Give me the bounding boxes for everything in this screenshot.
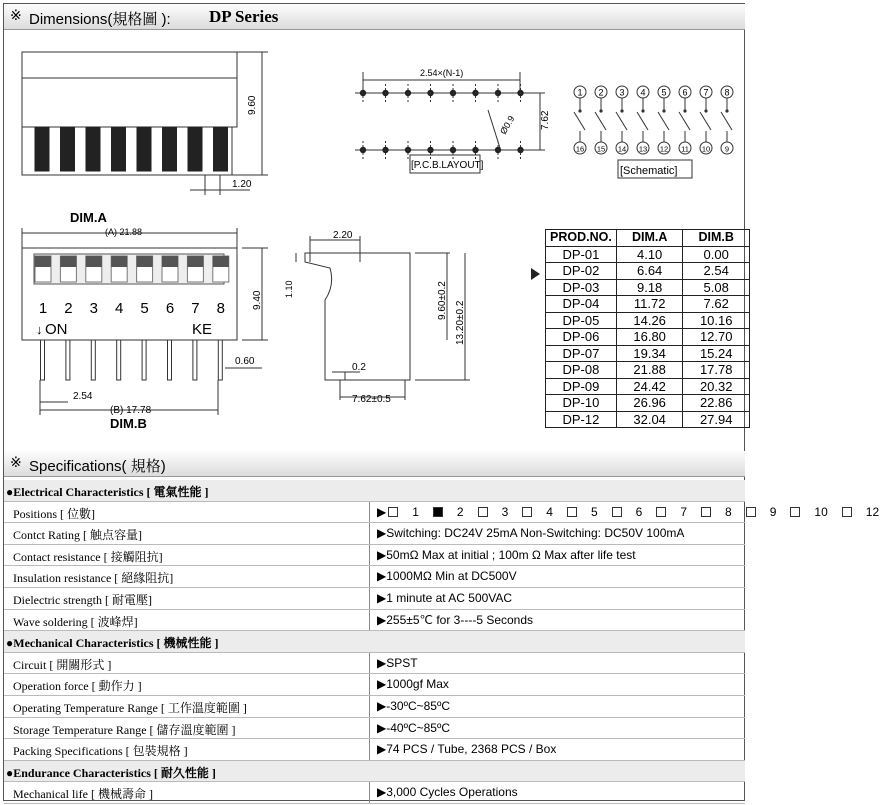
pcb-pitch-label: 2.54×(N-1): [420, 68, 464, 78]
table-cell: 15.24: [683, 345, 750, 362]
schematic-number-bottom: 16: [575, 144, 585, 154]
spec-label: Mechanical life [ 機械壽命 ]: [13, 787, 153, 802]
table-cell: 22.86: [683, 395, 750, 412]
schematic-number-bottom: 13: [638, 144, 648, 154]
pin: [117, 340, 121, 380]
positions-options: ▶ 1 2 3 4 5 6 7 8 9 10 12: [377, 504, 880, 519]
checkbox-icon: [478, 507, 488, 517]
specifications-title: Specifications( 規格): [29, 458, 166, 475]
schematic-switch: [658, 112, 669, 130]
spec-row: [4, 545, 745, 567]
pin-width-label: 0.60: [235, 356, 255, 367]
position-option: 7: [656, 505, 687, 519]
spec-label: Storage Temperature Range [ 儲存溫度範圍 ]: [13, 722, 236, 737]
position-option: 1: [388, 505, 419, 519]
table-cell: DP-01: [546, 246, 617, 263]
selected-row-arrow: [531, 268, 540, 280]
table-cell: 12.70: [683, 329, 750, 346]
table-cell: DP-06: [546, 329, 617, 346]
schematic-switch: [616, 112, 627, 130]
pitch-label: 2.54: [73, 391, 93, 402]
spec-value: ▶255±5℃ for 3----5 Seconds: [377, 612, 534, 627]
table-row: [546, 411, 750, 428]
dimensions-title: Dimensions(規格圖 ):: [29, 11, 171, 28]
checkbox-icon: [746, 507, 756, 517]
table-cell: 16.80: [616, 329, 683, 346]
spec-value: ▶1000MΩ Min at DC500V: [377, 569, 517, 584]
pcb-row-label: 7.62: [540, 110, 551, 130]
spec-label: Contct Rating [ 触点容量]: [13, 528, 142, 543]
spec-label: Operation force [ 動作力 ]: [13, 679, 142, 694]
spec-value: ▶SPST: [377, 655, 418, 670]
on-label: ON: [45, 321, 68, 338]
dim-b-label: (B) 17.78: [110, 405, 152, 416]
specifications-header: [4, 451, 745, 477]
table-cell: 7.62: [683, 296, 750, 313]
checkbox-icon: [701, 507, 711, 517]
switch-actuator: [86, 256, 102, 267]
spec-label: Insulation resistance [ 絕緣阻抗]: [13, 571, 174, 586]
pcb-holes: [360, 84, 524, 159]
side-small-label: 1.10: [284, 280, 294, 298]
spec-value: ▶1000gf Max: [377, 677, 449, 692]
spec-label: Circuit [ 開關形式 ]: [13, 657, 112, 672]
spec-row: [4, 566, 745, 588]
pin: [142, 340, 146, 380]
checkbox-icon: [388, 507, 398, 517]
actuator-bar: [86, 127, 100, 171]
spec-row: [4, 588, 745, 610]
spec-value: ▶50mΩ Max at initial ; 100m Ω Max after life test: [377, 547, 636, 562]
table-cell: 19.34: [616, 345, 683, 362]
pin: [91, 340, 95, 380]
front-pins: [41, 340, 223, 380]
position-option: 8: [701, 505, 732, 519]
pin: [41, 340, 45, 380]
spec-section-header: [4, 480, 745, 502]
side-top-label: 2.20: [333, 230, 353, 241]
spec-section-header: [4, 761, 745, 783]
schematic-number-bottom: 10: [701, 144, 711, 154]
dim-a-title: DIM.A: [70, 210, 107, 225]
table-cell: DP-10: [546, 395, 617, 412]
table-cell: 2.54: [683, 263, 750, 280]
schematic-number-top: 6: [682, 87, 688, 98]
position-number: 1: [38, 300, 48, 317]
schematic-number-bottom: 15: [596, 144, 606, 154]
position-option: 4: [522, 505, 553, 519]
table-row: [546, 263, 750, 280]
position-option: 9: [746, 505, 777, 519]
spec-section-header: [4, 631, 745, 653]
table-cell: 10.16: [683, 312, 750, 329]
table-header-cell: PROD.NO.: [546, 230, 617, 247]
dim-a-label: (A) 21.88: [105, 227, 143, 237]
spec-value: ▶3,000 Cycles Operations: [377, 785, 518, 800]
table-cell: 21.88: [616, 362, 683, 379]
checkbox-icon: [842, 507, 852, 517]
dim-b-title: DIM.B: [110, 416, 147, 431]
schematic-switch: [700, 112, 711, 130]
actuator-bar: [61, 127, 75, 171]
checkbox-icon: [612, 507, 622, 517]
spec-value: ▶74 PCS / Tube, 2368 PCS / Box: [377, 742, 557, 757]
schematic-number-bottom: 14: [617, 144, 627, 154]
checkbox-icon: [522, 507, 532, 517]
pcb-layout: [355, 72, 545, 173]
table-cell: DP-05: [546, 312, 617, 329]
reference-mark: ※: [10, 455, 22, 471]
spec-row: [4, 782, 745, 804]
spec-value: ▶-30ºC~85ºC: [377, 698, 451, 713]
spec-row: [4, 696, 745, 718]
front-height-label: 9.40: [252, 290, 263, 310]
specifications-table: [4, 480, 880, 804]
position-number: 3: [89, 300, 98, 317]
brand-label: KE: [192, 321, 213, 338]
schematic-switch: [721, 112, 732, 130]
table-header-cell: DIM.A: [616, 230, 683, 247]
spec-row: [4, 610, 745, 632]
table-row: [546, 279, 750, 296]
spec-label: Wave soldering [ 波峰焊]: [13, 614, 138, 629]
position-option: 12: [842, 505, 879, 519]
schematic-switch: [574, 112, 585, 130]
table-cell: 5.08: [683, 279, 750, 296]
table-cell: 4.10: [616, 246, 683, 263]
table-row: [546, 296, 750, 313]
table-cell: DP-09: [546, 378, 617, 395]
schematic-number-top: 2: [598, 87, 604, 98]
side-height-label-1: 9.60±0.2: [437, 281, 448, 320]
spec-row: [4, 718, 745, 740]
actuator-bar: [35, 127, 49, 171]
table-cell: 0.00: [683, 246, 750, 263]
spec-row: [4, 674, 745, 696]
table-cell: DP-02: [546, 263, 617, 280]
schematic-number-bottom: 11: [681, 144, 689, 154]
actuator-bar: [163, 127, 177, 171]
product-dimension-table: [545, 229, 750, 428]
spec-row: [4, 502, 880, 524]
series-title: DP Series: [209, 7, 279, 26]
checkbox-icon: [790, 507, 800, 517]
schematic-number-top: 3: [619, 87, 625, 98]
pin: [66, 340, 70, 380]
pin: [218, 340, 222, 380]
pcb-hole-label: Ø0.9: [498, 114, 517, 136]
reference-mark: ※: [10, 8, 22, 24]
position-option: 10: [790, 505, 827, 519]
pin: [168, 340, 172, 380]
position-number: 8: [216, 300, 225, 317]
table-cell: 20.32: [683, 378, 750, 395]
schematic-number-top: 4: [640, 87, 646, 98]
schematic-switch: [637, 112, 648, 130]
switch-actuator: [111, 256, 127, 267]
spec-label: ●Electrical Characteristics [ 電氣性能 ]: [6, 485, 209, 499]
spec-label: Packing Specifications [ 包裝規格 ]: [13, 744, 188, 759]
spec-label: Positions [ 位數]: [13, 506, 96, 521]
table-cell: 17.78: [683, 362, 750, 379]
table-row: [546, 246, 750, 263]
checkbox-icon: [433, 507, 443, 517]
on-direction-arrow: ↓: [36, 322, 43, 337]
position-option: 2: [433, 505, 464, 519]
side-pin-label: 0.2: [352, 362, 366, 373]
schematic-switch: [595, 112, 606, 130]
table-cell: DP-04: [546, 296, 617, 313]
table-cell: 27.94: [683, 411, 750, 428]
position-number: 2: [64, 300, 73, 317]
table-cell: DP-03: [546, 279, 617, 296]
table-cell: 26.96: [616, 395, 683, 412]
actuator-bar: [137, 127, 151, 171]
position-number: 7: [191, 300, 200, 317]
spec-label: Operating Temperature Range [ 工作溫度範圍 ]: [13, 700, 247, 715]
height-label: 9.60: [247, 95, 258, 115]
schematic-number-top: 1: [577, 87, 583, 98]
spec-label: Contact resistance [ 接觸阻抗]: [13, 549, 163, 564]
table-cell: 6.64: [616, 263, 683, 280]
schematic: [574, 86, 733, 154]
table-cell: DP-08: [546, 362, 617, 379]
side-height-label-2: 13.20±0.2: [455, 300, 466, 345]
spec-value: ▶1 minute at AC 500VAC: [377, 590, 513, 605]
pcb-caption: [P.C.B.LAYOUT]: [411, 160, 484, 171]
table-cell: 32.04: [616, 411, 683, 428]
table-cell: 11.72: [616, 296, 683, 313]
spec-label: Dielectric strength [ 耐電壓]: [13, 592, 152, 607]
position-option: 3: [478, 505, 509, 519]
spec-row: [4, 653, 745, 675]
lead-label: 1.20: [232, 179, 252, 190]
schematic-number-top: 5: [661, 87, 667, 98]
schematic-caption: [Schematic]: [620, 165, 678, 177]
side-row-label: 7.62±0.5: [352, 394, 391, 405]
schematic-switch: [679, 112, 690, 130]
position-option: 6: [612, 505, 643, 519]
actuator-bar: [214, 127, 228, 171]
table-header-cell: DIM.B: [683, 230, 750, 247]
position-number: 4: [115, 300, 124, 317]
pin: [193, 340, 197, 380]
checkbox-icon: [656, 507, 666, 517]
table-header-row: [546, 230, 750, 247]
position-option: 5: [567, 505, 598, 519]
table-cell: 14.26: [616, 312, 683, 329]
table-row: [546, 395, 750, 412]
switch-actuator: [35, 256, 51, 267]
schematic-number-top: 8: [724, 87, 730, 98]
spec-label: ●Endurance Characteristics [ 耐久性能 ]: [6, 765, 216, 780]
table-cell: 24.42: [616, 378, 683, 395]
actuator-bar: [188, 127, 202, 171]
schematic-number-bottom: 9: [724, 144, 730, 154]
table-row: [546, 312, 750, 329]
switch-actuator: [213, 256, 229, 267]
switch-actuator: [137, 256, 153, 267]
switch-actuator: [162, 256, 178, 267]
table-cell: DP-07: [546, 345, 617, 362]
table-row: [546, 378, 750, 395]
spec-row: [4, 739, 745, 761]
schematic-number-bottom: 12: [659, 144, 669, 154]
spec-label: ●Mechanical Characteristics [ 機械性能 ]: [6, 636, 219, 651]
spec-value: ▶-40ºC~85ºC: [377, 720, 451, 735]
spec-row: [4, 523, 745, 545]
position-number: 5: [140, 300, 149, 317]
switch-actuator: [187, 256, 203, 267]
position-number: 6: [165, 300, 175, 317]
actuator-bar: [112, 127, 126, 171]
table-cell: DP-12: [546, 411, 617, 428]
table-row: [546, 362, 750, 379]
table-cell: 9.18: [616, 279, 683, 296]
table-row: [546, 345, 750, 362]
table-row: [546, 329, 750, 346]
schematic-number-top: 7: [703, 87, 709, 98]
side-profile-view: [22, 52, 268, 195]
spec-value: ▶Switching: DC24V 25mA Non-Switching: DC50V 100mA: [377, 526, 685, 541]
checkbox-icon: [567, 507, 577, 517]
switch-actuator: [60, 256, 76, 267]
